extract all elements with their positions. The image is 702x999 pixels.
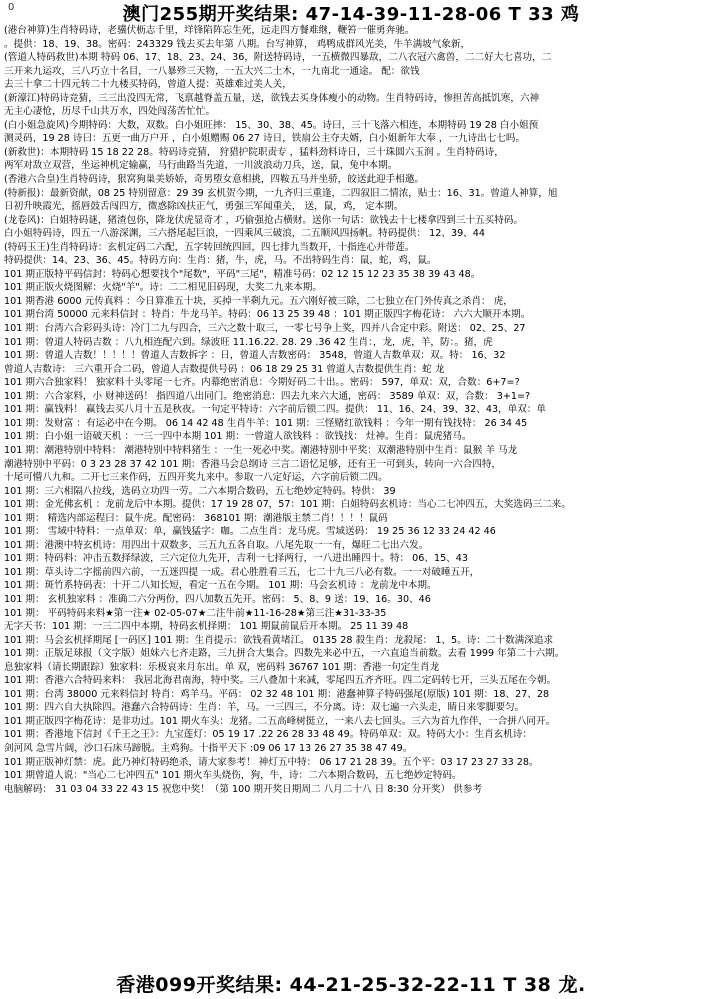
text-line: 101 期香港 6000 元传真料 ：今日算准五十块，买掉一半剩九元。五六刚好被三除，二七独立在门外传真之杀肖： 虎， [4,295,513,307]
text-line: 101 期： 玄机独家料 ：准确二六分两份，四八加数五先开。密码： 5、8、9 送：19、16。30、46 [4,593,431,605]
page-title: 澳门255期开奖结果: 47-14-39-11-28-06 T 33 鸡 [122,4,580,25]
text-line: 特码提供：14、23、36、45。特码方向：生肖：猪，牛，虎，马。不出特码生肖：鼠，蛇，鸡，鼠。 [4,255,437,267]
text-line: 101 期正版神灯禁：虎。此乃神灯特码绝杀，请大家参考！ 神灯五中特： 06 17 21 28 39。五个平：03 17 23 27 33 28。 [4,756,539,768]
text-line: 101 期：斑竹系特码表：十开二八知长短，看定一五在今期。 101 期：马会玄机诗 ：龙前龙中本期。 [4,580,437,592]
text-line: (龙卷风)：白姐特码谜，猪渣包你，降龙伏虎显奇才 ，巧偷强抢占横财。送你一句话：欲钱去十七楼拿四到三十五买特码。 [4,214,524,226]
text-line: 101 期：香港地下信封《千王之王》：九宝莲灯：05 19 17 .22 26 28 33 48 49。特码单双：双。特码大小：生肖玄机诗： [4,729,533,741]
text-line: 十尾可懵八九和。二开七三来作码，五四开奖九来中。参取一八定好运，六字前后锁二四。 [4,472,388,484]
text-line: 101 期：潮港特别中特料： 潮港特别中特料猪生 ：一生一死必中奖。潮港特别中平奖：双潮港特别中生肖：鼠猴 羊 马龙 [4,444,518,456]
text-line: 测灵码，19 28 诗曰：五更一曲万户开 ，白小姐赠赐 06 27 诗日，铁扇公主夺夫婿，白小姐新年大奉 ，一九诗出七七吗。 [4,133,526,145]
text-line: 白小姐特码诗，四五一八游深渊，三六搭尾起巨浪，一四乘风三破浪，二五顺风四扬帆。特码提供： 12、39、44 [4,228,485,240]
text-line: 101 期正版火烧图解：火烧"羊"。诗：二二相见旧码现，大奖二九来本期。 [4,282,322,294]
text-line: 101 期：赢钱料！ 赢钱去买八月十五是秋夜。一句定平特诗：六字前后锁二四。提供： 11、16、24、39、32、43，单双：单 [4,404,547,416]
text-line: 101 期：正版足球报（文字版）姐妹六七齐走路，三九拼合大集合。四数先来必中五，一六直追当前数。去看 1999 年第二十六期。 [4,648,565,660]
text-line: 101 期：台湾六合彩码头诗：冷门二九与四合，三六之数十取三，一零七号争上奖，四并八合定中彩。附送： 02、25、27 [4,323,526,335]
text-line: (特码玉王)生肖特码诗：玄机定码二六配，五字转回统四回，四七排九当数开，十指连心并带莲。 [4,241,415,253]
text-line: 101 期： 精选内部运程曰：鼠牛虎。配密码： 368101 期：潮港版主禁二肖！！！！鼠码 [4,512,388,524]
text-line: 101 期：四六自大执除四。港蠢六合特码诗：生肖：羊，马。一三四三，不分离。诗：双七遍一六头走，睛日来零脚要匀。 [4,702,525,714]
text-line: 101 期正版特平码信封：特码心想要找个"尾数"，平码"三尾"，精准号码：02 12 15 12 23 35 38 39 43 48。 [4,268,481,280]
text-line: 。提供：18、19、38。密码：243329 钱去买去年第 八期。台写神算， 鸡鸭成群风光美，牛羊满坡气象新， [4,38,471,50]
text-line: 101 期六合独家料！ 独家料十头零尾一七齐。内幕绝密消息：今期好码二十出。。密码： 597，单双：双，合数：6+7=? [4,377,520,389]
text-line: 101 期：白小姐一语破天机 ：一三一四中本期 101 期：一曾道人欲钱料 ：欲钱找： 灶神。生肖：鼠虎猪马。 [4,431,472,443]
text-line: 无字天书：101 期：一三二四中本期，特码玄机择期： 101 期鼠前鼠后开本期。 25 11 39 48 [4,621,409,633]
text-line: 剑河风 急雪片阔，沙口石床马蹄脱。主鸡狗。十指平天下 :09 06 17 13 26 27 35 38 47 49。 [4,742,413,754]
text-line: (新濠江)特码诗竞猜，三三出没四无常，飞禀越脊盖五量，送，欲钱去买身体瘦小的动物。生肖特码诗，惨担苦高抵饥寒，六神 [4,92,540,104]
text-line: (香港六合皇)生肖特码诗，狠窝狗巢美娇娇，奇男堕女意相挑，四鞍五马并坐骄，皎送此迎手相邀。 [4,174,425,186]
text-line: (特新报)：最新资献，08 25 特别留意：29 39 玄机贺今期，一九齐归三重逢，二四叙旧二情浓，贴士：16、31。曾道人神算，旭 [4,187,558,199]
text-line: 电脑解码： 31 03 04 33 22 43 15 祝您中奖！（第 100 期开奖日期周二 八月二十八 日 8:30 分开奖） 供参考 [4,783,483,795]
text-line: (新救世)：本期特码 15 18 22 28。特码诗竞猜， 狩猎护院职责专 ，猛料劲料诗日，三十珠圆六玉润 。生肖特码诗， [4,146,504,158]
document-body [4,24,698,969]
text-line: (白小姐急旋风)今期特码：大数，双数。白小姐旺摔： 15、30、38、45。诗曰，三十飞落六相连，本期特码 19 28 白小姐预 [4,119,539,131]
text-line: (港台神算)生肖特码诗，老骥伏枥志千里，垟锋陷阵忘生死，远走四方餐难继，鞭笞一催勇奔驰。 [4,25,415,36]
text-line: 101 期：三六相隔八拉线，选码立功四一劳。二六本期合数码，五七绝妙定特码。特供： 39 [4,485,396,497]
text-line: 日初升映霞光，摇唇鼓舌闯四方，微惑除凶扶正气，勇强三军闻重关， 送，鼠，鸡， 定本期。 [4,201,404,213]
text-line: 101 期：草头诗二字摇前四六前，一五迷四提 一成。君心胜胜看三五，七二十九三八必有数。一一对破睡五开， [4,566,480,578]
text-line: 息独家料（请长期跟踪）独家料：乐极哀来月东出。单 双，密码料 36767 101 期：香港一句定生肖龙 [4,661,440,673]
text-line: 潮港特别中平码：0 3 23 28 37 42 101 期：香港马会总纲诗 三言二语忆足够，还有王一可到头，转向一六合四特， [4,458,502,470]
text-line: 101 期台湾 50000 元来料信封 ：特肖：牛龙马羊。特码：06 13 25 39 48 ：101 期正版四字梅花诗： 六六大顺开本期。 [4,309,531,321]
text-line: 去三十拿二十四元转二十九楼买特码，曾道人提：英雄难过美人关， [4,79,292,91]
text-line: 101 期：台湾 38000 元来料信封 特肖：鸡羊马。平码： 02 32 48 101 期：港蠢神算子特码强尾(原版) 101 期：18、27、28 [4,688,550,700]
text-line: 101 期：港澳中特玄机诗：用四出十双数多，三五九五各自取。八尾先取一一有，爆旺二七出六发。 [4,539,429,551]
text-line: 无主心凄怆，历尽千山共万水，四处闯荡苦忙忙。 [4,106,216,118]
page-number: 0 [8,2,15,13]
text-line: 101 期：马会玄机择期尾 [一码区] 101 期：生肖提示：欲钱看黄堵江。 0135 28 殺生肖：龙殺尾： 1、5。诗：二十数满深追求 [4,634,554,646]
text-line: 101 期：金光佛玄机 ：龙前龙后中本期。提供：17 19 28 07，57：101 期：白姐特码玄机诗：当心二七冲四五，大奖选码三二来。 [4,499,571,511]
footer-result: 香港099开奖结果: 44-21-25-32-22-11 T 38 龙. [116,974,586,996]
text-line: 101 期： 平码特码来料★第一注★ 02-05-07★二注牛前★11-16-28★第三注★31-33-35 [4,607,387,619]
text-line: 101 期：特码料：冲击五数择绿波，三六定位九先开，吉利一七择两行，一八进出睡四十。特： 06、15、43 [4,553,468,565]
text-line: 101 期：香港六合特码来料： 我居北海君南海，特中奖。三八叠加十来减，零尾四五齐齐旺。四二定码转七开，三头五尾在今朝。 [4,675,557,687]
text-line: 曾道人吉数诗： 三六重开合二码，曾道人吉数提供号码 ：06 18 29 25 31 曾道人吉数提供生肖：蛇 龙 [4,363,445,375]
text-line: 101 期： 雪域中特料：一点单双：单，赢钱猛字：咖。二点生肖：龙马虎。雪域送码： 19 25 36 12 33 24 42 46 [4,526,496,538]
text-line: 101 期：曾道人特码吉数 ：八九相连配六到。绿波旺 11.16.22. 28. 29 .36 42 生肖：，龙，虎，羊，防：。猪，虎 [4,336,493,348]
text-line: (管道人特码救世)本期 特码 06、17、18、23、24、36，附送特码诗，一五横微四暴敌，二八衣冠六禽兽，二二好大七喜功，二 [4,52,552,64]
text-line: 101 期：六合家料，小 财神送码！ 指四道八出同门。绝密消息：四去九来六大通，密码： 3589 单双：双，合数： 3+1=? [4,390,531,402]
text-line: 101 期：曾道人吉数！！！！！曾道人吉数拆字 ：日，曾道人吉数密码： 3548，曾道人吉数单双：双。特： 16、32 [4,350,506,362]
text-line: 两军对敌立双营，坐运神机定输赢，马行曲路当先道，一川波浪动刀兵，送，鼠，兔中本期。 [4,160,398,172]
text-line: 101 期正版四字梅花诗：是非功过。101 期火车头：龙猪。二五高峰树挺立，一来八去七回头。三六为首九作伴，一合拼八同开。 [4,715,556,727]
text-line: 三开来九运攻，三八巧立十名目，一八暴殄三天物，一五大兴二土木，一九南北一通途。 配：欲钱 [4,65,420,77]
text-line: 101 期曾道人说："当心二七冲四五" 101 期火车头烧伤，狗，牛，诗：二六本期合数码，五七绝妙定特码。 [4,770,462,782]
text-line: 101 期：发财富 ：有运必中在今期。 06 14 42 48 生肖牛羊：101 期：三怪赌红欲钱料 ：今年一期有钱找特： 26 34 45 [4,417,528,429]
